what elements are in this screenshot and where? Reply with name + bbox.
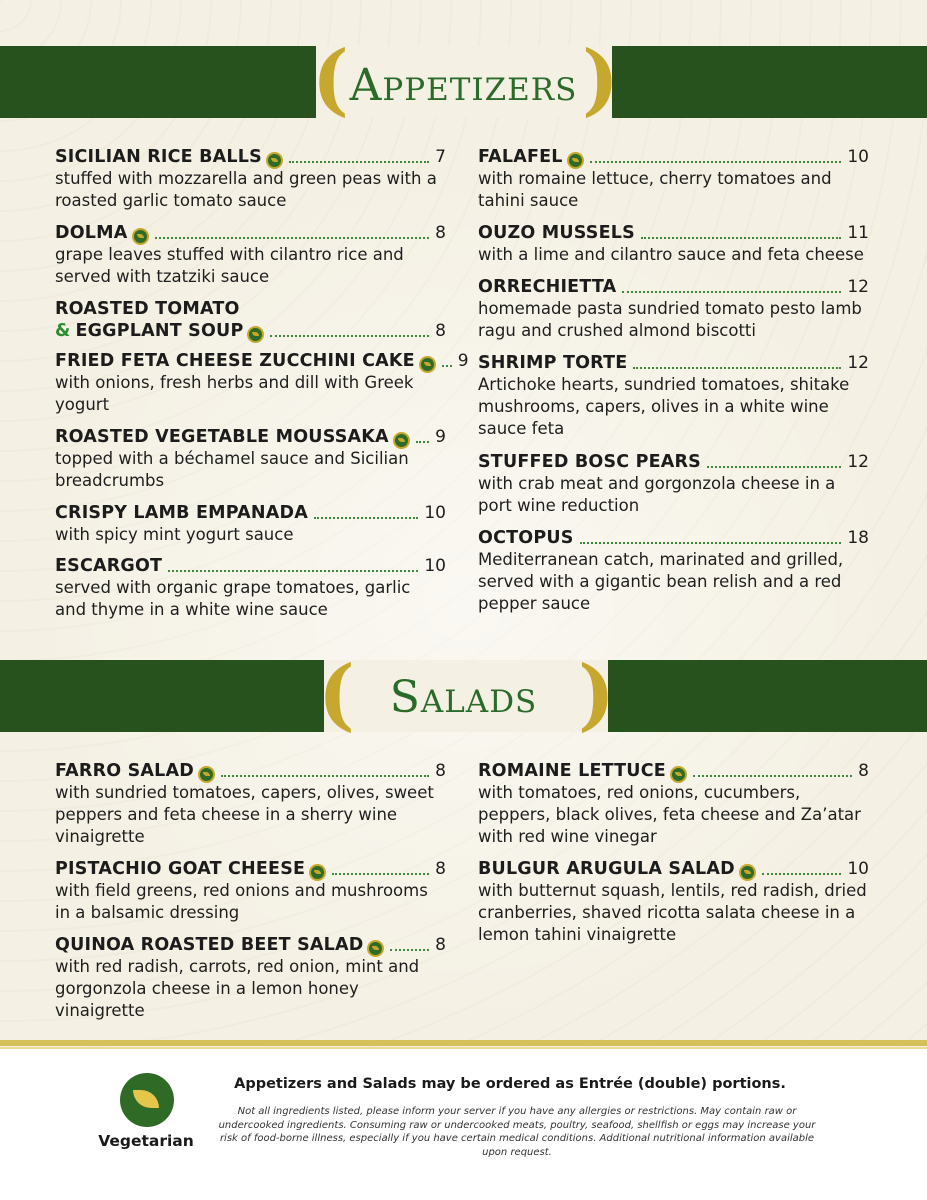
item-description: with field greens, red onions and mushrooms in a balsamic dressing <box>55 881 428 922</box>
entree-portion-note: Appetizers and Salads may be ordered as Entrée (double) portions. <box>234 1076 786 1092</box>
menu-item <box>478 146 869 222</box>
item-name: ESCARGOT <box>55 556 163 576</box>
item-name: ORRECHIETTA <box>478 277 617 297</box>
menu-item <box>478 858 869 946</box>
item-description: grape leaves stuffed with cilantro rice and served with tzatziki sauce <box>55 245 404 286</box>
salads-left-column <box>55 760 446 1022</box>
item-description: with romaine lettuce, cherry tomatoes and tahini sauce <box>478 169 832 210</box>
item-name: EGGPLANT SOUP <box>75 321 244 341</box>
item-name: STUFFED BOSC PEARS <box>478 452 701 472</box>
vegetarian-leaf-icon <box>419 356 436 373</box>
vegetarian-leaf-icon <box>739 864 756 881</box>
item-description: with crab meat and gorgonzola cheese in a port wine reduction <box>478 474 836 515</box>
vegetarian-leaf-icon <box>247 326 264 343</box>
vegetarian-leaf-icon <box>120 1073 174 1127</box>
item-price: 7 <box>435 147 446 167</box>
appetizers-right-column <box>478 146 869 615</box>
menu-item <box>55 934 446 1022</box>
item-price: 11 <box>847 223 869 243</box>
menu-item <box>478 276 869 352</box>
vegetarian-leaf-icon <box>309 864 326 881</box>
menu-item <box>478 760 869 858</box>
section-title-appetizers: Appetizers <box>349 60 578 111</box>
item-description: served with organic grape tomatoes, garlic and thyme in a white wine sauce <box>55 578 411 619</box>
vegetarian-leaf-icon <box>132 228 149 245</box>
item-description: with sundried tomatoes, capers, olives, sweet peppers and feta cheese in a sherry wine vinaigrette <box>55 783 434 846</box>
item-name: CRISPY LAMB EMPANADA <box>55 503 308 523</box>
item-price: 12 <box>847 277 869 297</box>
item-price: 8 <box>435 321 446 341</box>
item-name: QUINOA ROASTED BEET SALAD <box>55 935 364 955</box>
vegetarian-leaf-icon <box>198 766 215 783</box>
banner-left-bracket: ( <box>318 649 355 740</box>
item-name: ROMAINE LETTUCE <box>478 761 666 781</box>
item-price: 18 <box>847 528 869 548</box>
menu-item <box>55 146 446 222</box>
appetizers-left-column <box>55 146 469 621</box>
item-description: with tomatoes, red onions, cucumbers, peppers, black olives, feta cheese and Za’atar with red wine vinegar <box>478 783 861 846</box>
item-name: BULGUR ARUGULA SALAD <box>478 859 735 879</box>
item-price: 8 <box>858 761 869 781</box>
menu-item <box>55 760 446 858</box>
vegetarian-leaf-icon <box>367 940 384 957</box>
item-price: 8 <box>435 935 446 955</box>
item-description: homemade pasta sundried tomato pesto lamb ragu and crushed almond biscotti <box>478 299 862 340</box>
banner-left-bracket: ( <box>312 34 349 125</box>
section-title-salads: Salads <box>389 672 538 723</box>
item-description: with spicy mint yogurt sauce <box>55 525 294 544</box>
item-name: SHRIMP TORTE <box>478 353 628 373</box>
item-description: with butternut squash, lentils, red radish, dried cranberries, shaved ricotta salata cheese in a lemon tahini vinaigrette <box>478 881 867 944</box>
item-description: topped with a béchamel sauce and Sicilian breadcrumbs <box>55 449 409 490</box>
menu-item <box>478 222 869 276</box>
menu-item <box>55 426 446 502</box>
item-description: Artichoke hearts, sundried tomatoes, shitake mushrooms, capers, olives in a white wine sauce feta <box>478 375 850 438</box>
item-price: 10 <box>847 147 869 167</box>
footer-divider <box>0 1040 927 1046</box>
item-name: PISTACHIO GOAT CHEESE <box>55 859 306 879</box>
item-description: with a lime and cilantro sauce and feta cheese <box>478 245 864 264</box>
vegetarian-leaf-icon <box>393 432 410 449</box>
item-price: 10 <box>847 859 869 879</box>
item-name: FALAFEL <box>478 147 563 167</box>
item-price: 9 <box>457 351 469 371</box>
item-price: 8 <box>435 223 446 243</box>
item-description: with red radish, carrots, red onion, mint and gorgonzola cheese in a lemon honey vinaigrette <box>55 957 420 1020</box>
vegetarian-leaf-icon <box>567 152 584 169</box>
item-name: ROASTED VEGETABLE MOUSSAKA <box>55 427 389 447</box>
item-name: SICILIAN RICE BALLS <box>55 147 262 167</box>
item-description: stuffed with mozzarella and green peas with a roasted garlic tomato sauce <box>55 169 437 210</box>
salads-right-column <box>478 760 869 946</box>
vegetarian-leaf-icon <box>670 766 687 783</box>
menu-item <box>55 222 446 298</box>
ampersand: & <box>55 321 71 341</box>
item-name: OUZO MUSSELS <box>478 223 635 243</box>
banner-right-bracket: ) <box>582 34 619 125</box>
menu-item <box>478 451 869 527</box>
menu-item <box>478 527 869 615</box>
banner-right-bracket: ) <box>578 649 615 740</box>
item-name: FRIED FETA CHEESE ZUCCHINI CAKE <box>55 351 415 371</box>
menu-item <box>55 502 446 555</box>
menu-item <box>478 352 869 451</box>
item-price: 12 <box>847 452 869 472</box>
menu-item <box>55 555 446 621</box>
item-price: 10 <box>424 503 446 523</box>
item-name: OCTOPUS <box>478 528 574 548</box>
item-description: Mediterranean catch, marinated and grilled, served with a gigantic bean relish and a red pepper sauce <box>478 550 844 613</box>
item-price: 9 <box>435 427 446 447</box>
item-name: FARRO SALAD <box>55 761 194 781</box>
item-price: 8 <box>435 859 446 879</box>
menu-item <box>55 298 446 350</box>
item-price: 8 <box>435 761 446 781</box>
vegetarian-legend-label: Vegetarian <box>98 1132 194 1150</box>
vegetarian-leaf-icon <box>266 152 283 169</box>
allergy-disclaimer: Not all ingredients listed, please inform your server if you have any allergies or restrictions. May contain raw or undercooked ingredients. Consuming raw or undercooked meats, poultry, seafood, shellfish or eggs may increase your risk of food-borne illness, especially if you have certain medical conditions. Additional nutritional information available upon request. <box>218 1106 816 1158</box>
item-name-line-1: ROASTED TOMATO <box>55 299 240 319</box>
menu-item <box>55 350 469 426</box>
item-description: with onions, fresh herbs and dill with Greek yogurt <box>55 373 414 414</box>
item-price: 10 <box>424 556 446 576</box>
item-name: DOLMA <box>55 223 128 243</box>
menu-item <box>55 858 446 934</box>
item-price: 12 <box>847 353 869 373</box>
